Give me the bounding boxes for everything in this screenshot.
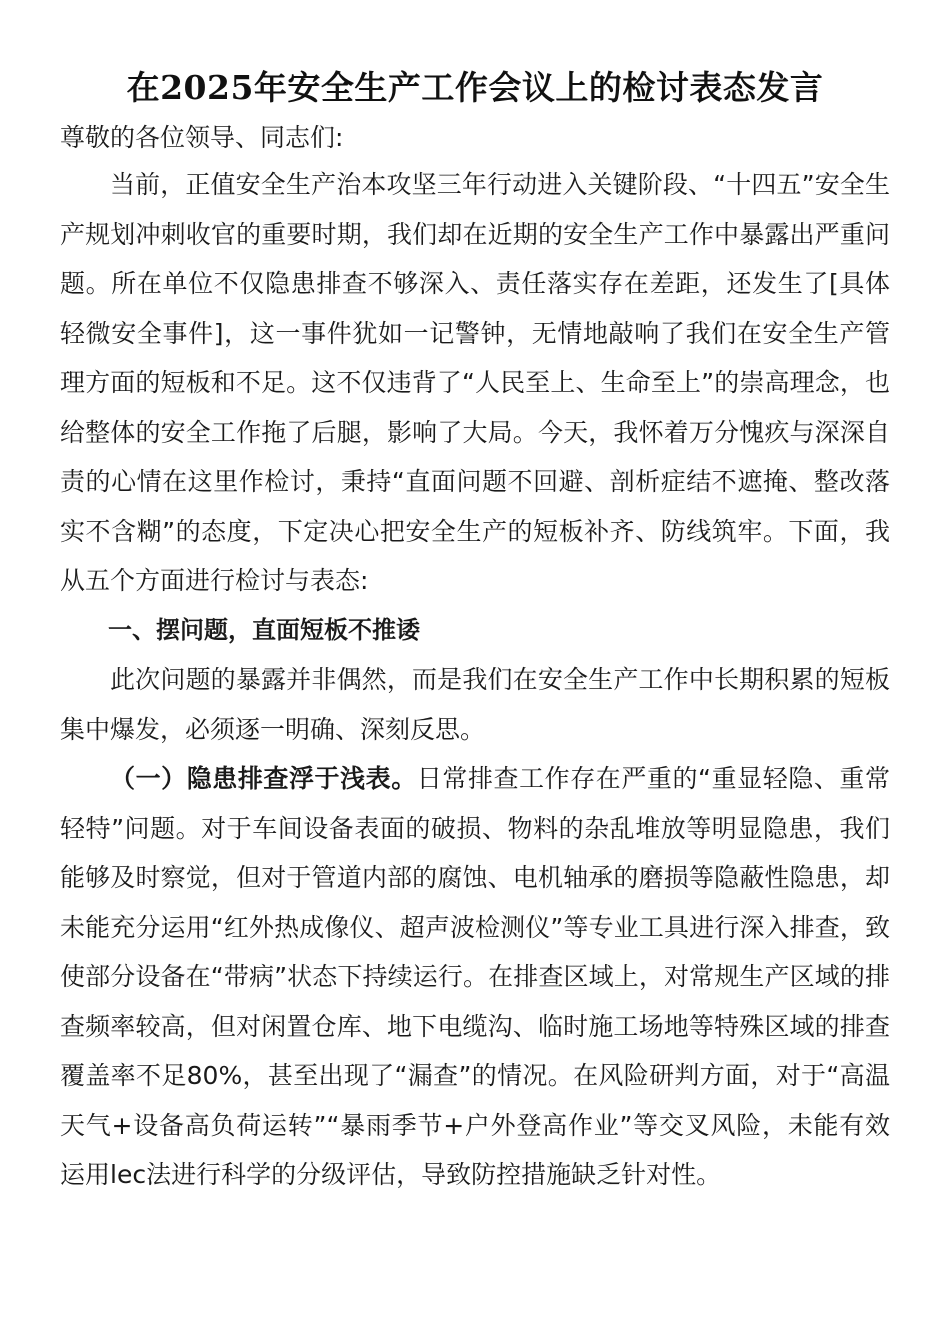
document-title: 在2025年安全生产工作会议上的检讨表态发言 — [126, 68, 824, 107]
intro-paragraph: 当前，正值安全生产治本攻坚三年行动进入关键阶段、“十四五”安全生产规划冲刺收官的重要时期，我们却在近期的安全生产工作中暴露出严重问题。所在单位不仅隐患排查不够深入、责任落实存在差距，还发生了[具体轻微安全事件]，这一事件犹如一记警钟，无情地敲响了我们在安全生产管理方面的短板和不足。这不仅违背了“人民至上、生命至上”的崇高理念，也给整体的安全工作拖了后腿，影响了大局。今天，我怀着万分愧疚与深深自责的心情在这里作检讨，秉持“直面问题不回避、剖析症结不遮掩、整改落实不含糊”的态度，下定决心把安全生产的短板补齐、防线筑牢。下面，我从五个方面进行检讨与表态: — [60, 170, 890, 595]
salutation: 尊敬的各位领导、同志们: — [60, 123, 344, 152]
document-page — [60, 60, 890, 1200]
item-1-body: 日常排查工作存在严重的“重显轻隐、重常轻特”问题。对于车间设备表面的破损、物料的杂乱堆放等明显隐患，我们能够及时察觉，但对于管道内部的腐蚀、电机轴承的磨损等隐蔽性隐患，却未能充分运用“红外热成像仪、超声波检测仪”等专业工具进行深入排查，致使部分设备在“带病”状态下持续运行。在排查区域上，对常规生产区域的排查频率较高，但对闲置仓库、地下电缆沟、临时施工场地等特殊区域的排查覆盖率不足80%，甚至出现了“漏查”的情况。在风险研判方面，对于“高温天气+设备高负荷运转”“暴雨季节+户外登高作业”等交叉风险，未能有效运用lec法进行科学的分级评估，导致防控措施缺乏针对性。 — [60, 764, 890, 1189]
item-1-lead: （一）隐患排查浮于浅表。 — [110, 764, 417, 793]
section-heading-1: 一、摆问题，直面短板不推诿 — [108, 615, 420, 644]
section-1-intro-paragraph: 此次问题的暴露并非偶然，而是我们在安全生产工作中长期积累的短板集中爆发，必须逐一明确、深刻反思。 — [60, 665, 890, 744]
item-1-paragraph — [60, 754, 890, 1200]
